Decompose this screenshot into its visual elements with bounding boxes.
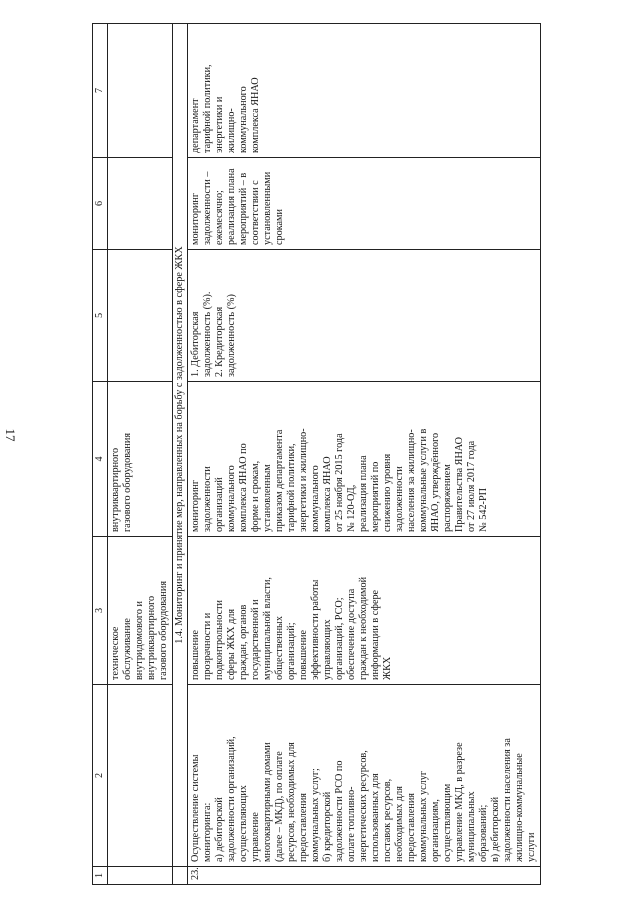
header-cell-3: 3 bbox=[93, 537, 108, 685]
section-row bbox=[173, 24, 188, 885]
header-row bbox=[93, 24, 108, 885]
responsible-cell: департамент тарифной политики, энергетики и жилищно- коммунального комплекса ЯНАО bbox=[188, 24, 541, 158]
indicator-cell: 1. Дебиторская задолженность (%). 2. Кредиторская задолженность (%) bbox=[188, 250, 541, 382]
header-cell-6: 6 bbox=[93, 158, 108, 250]
row-number: 23. bbox=[188, 867, 541, 885]
mechanism-cell: мониторинг задолженности организаций коммунального комплекса ЯНАО по форме и срокам, установленным приказом департамента тарифной политики, энергетики и жилищно- коммунального комплекса ЯНАО от 25 ноября 2015 года № 120-ОД, реализация плана мероприятий по снижению уровня задолженности населения за жилищно- коммунальные услуги в ЯНАО, утверждённого распоряжением Правительства ЯНАО от 27 июля 2017 года № 542-РП bbox=[188, 382, 541, 537]
page-number: 17 bbox=[3, 428, 18, 442]
prev-col7-cell bbox=[108, 24, 173, 158]
section-num-cell bbox=[173, 867, 188, 885]
deadline-cell: мониторинг задолженности – ежемесячно; реализация плана мероприятий – в соответствии с установленными сроками bbox=[188, 158, 541, 250]
activity-cell: Осуществление системы мониторинга: а) дебиторской задолженности организаций, осуществляющих управление многоквартирными домами (далее – МКД), по оплате ресурсов, необходимых для предоставления коммунальных услуг; б) кредиторской задолженности РСО по оплате топливно- энергетических ресурсов, использованных для поставок ресурсов, необходимых для предоставления коммунальных услуг организациям, осуществляющим управление МКД, в разрезе муниципальных образований; в) дебиторской задолженности населения за жилищно-коммунальные услуги bbox=[188, 685, 541, 867]
table-row-23 bbox=[188, 24, 541, 885]
prev-col5-cell bbox=[108, 250, 173, 382]
prev-col6-cell bbox=[108, 158, 173, 250]
header-cell-5: 5 bbox=[93, 250, 108, 382]
section-title: 1.4. Мониторинг и принятие мер, направленных на борьбу с задолженностью в сфере ЖКХ bbox=[173, 24, 188, 867]
plan-table bbox=[92, 23, 541, 885]
header-cell-7: 7 bbox=[93, 24, 108, 158]
rotated-page-area bbox=[92, 24, 612, 885]
landscape-table-container bbox=[92, 24, 612, 885]
prev-col4-cell: внутриквартирного газового оборудования bbox=[108, 382, 173, 537]
header-cell-4: 4 bbox=[93, 382, 108, 537]
header-cell-1: 1 bbox=[93, 867, 108, 885]
header-cell-2: 2 bbox=[93, 685, 108, 867]
prev-col3-cell: техническое обслуживание внутридомового и внутриквартирного газового оборудования bbox=[108, 537, 173, 685]
prev-col2-cell bbox=[108, 685, 173, 867]
prev-num-cell bbox=[108, 867, 173, 885]
goal-cell: повышение прозрачности и подконтрольности сферы ЖКХ для граждан, органов государственной и муниципальной власти, общественных организаций; повышение эффективности работы управляющих организаций, РСО; обеспечение доступа граждан к необходимой информации в сфере ЖКХ bbox=[188, 537, 541, 685]
table-row-continuation bbox=[108, 24, 173, 885]
